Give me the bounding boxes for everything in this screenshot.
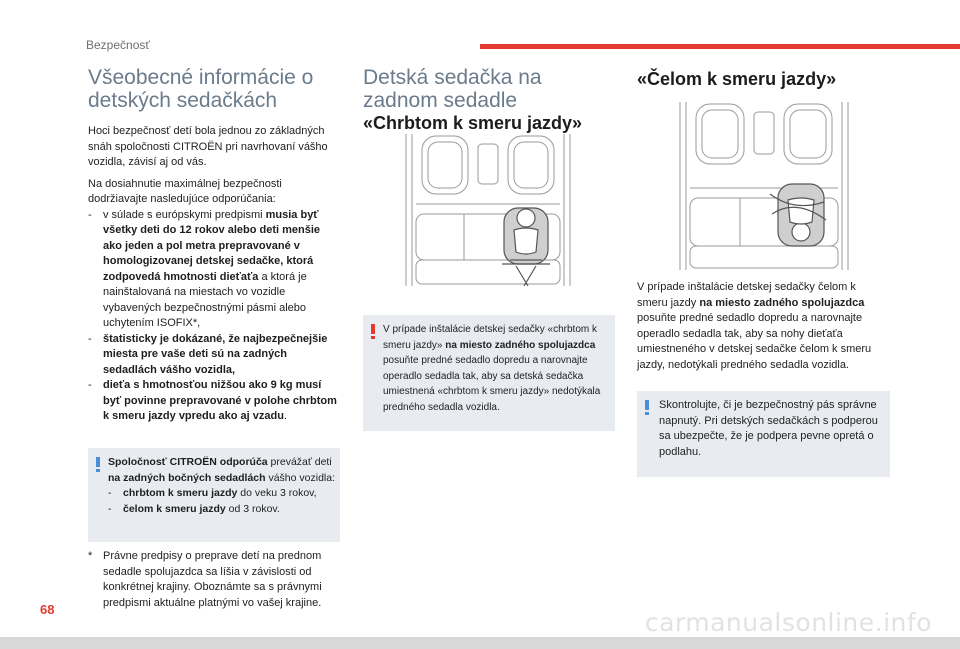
rear-seat-title-line1: Detská sedačka na bbox=[363, 66, 542, 89]
rear-facing-subtitle: «Chrbtom k smeru jazdy» bbox=[363, 113, 583, 133]
list-item bbox=[88, 378, 340, 425]
list-item bbox=[108, 486, 336, 502]
general-info-title bbox=[88, 66, 340, 112]
warning-text-part: V prípade inštalácie detskej sedačky «chrbtom k smeru jazdy» bbox=[383, 324, 597, 351]
note-text bbox=[108, 455, 336, 517]
list-item-text: v súlade s európskymi predpismi bbox=[103, 208, 266, 221]
intro-paragraph: Hoci bezpečnosť detí bola jednou zo základných snáh spoločnosti CITROËN pri navrhovaní vášho vozidla, závisí aj od vás. bbox=[88, 125, 328, 168]
child-seat-rear-facing-icon bbox=[502, 208, 550, 286]
list-item-text: od 3 rokov. bbox=[225, 502, 280, 515]
note-list bbox=[108, 486, 336, 517]
note-text-part: prevážať deti bbox=[267, 456, 332, 468]
rear-seat-title-line2: zadnom sedadle bbox=[363, 89, 518, 112]
list-dash: - bbox=[108, 487, 112, 499]
forward-facing-paragraph bbox=[637, 280, 889, 373]
list-item-bold: štatisticky je dokázané, že najbezpečnejšie miesta pre vaše deti sú na zadných sedadlách vášho vozidla, bbox=[103, 332, 328, 376]
column-rear-facing bbox=[363, 66, 619, 134]
list-dash: - bbox=[88, 379, 92, 391]
list-item-text: a ktorá je nainštalovaná na miestach vo vozidle vybavených bezpečnostnými pásmi alebo uchytením ISOFIX*, bbox=[103, 270, 307, 329]
list-item-bold: musia byť všetky deti do 12 rokov alebo deti menšie ako jeden a pol metra prepravované v homologizovanej detskej sedačke, ktorá zodpovedá hmotnosti dieťaťa bbox=[103, 208, 321, 283]
rear-facing-seat-illustration bbox=[398, 134, 578, 286]
recommendation-note bbox=[88, 448, 340, 542]
list-dash: - bbox=[88, 332, 92, 345]
header-accent-bar bbox=[480, 44, 960, 49]
list-item-bold: čelom k smeru jazdy bbox=[123, 502, 226, 515]
note-bold: Spoločnosť CITROËN odporúča bbox=[108, 456, 268, 468]
list-item bbox=[108, 502, 336, 518]
footer-watermark: carmanualsonline.info bbox=[644, 608, 932, 637]
child-seat-forward-facing-icon bbox=[770, 184, 826, 246]
list-dash: - bbox=[108, 502, 112, 515]
recommendations-list bbox=[88, 208, 340, 425]
info-icon bbox=[645, 400, 649, 414]
warning-text-part: posuňte predné sedadlo dopredu a narovnajte operadlo sedadla tak, aby sa detská sedačka umiestnená «chrbtom k smeru jazdy» nedotýkala predného sedadla vozidla. bbox=[383, 355, 601, 413]
paragraph-bold: na miesto zadného spolujazdca bbox=[699, 296, 865, 309]
footnote bbox=[88, 549, 340, 611]
list-item-bold: chrbtom k smeru jazdy bbox=[123, 487, 238, 499]
belt-check-text: Skontrolujte, či je bezpečnostný pás správne napnutý. Pri detských sedačkách s podperou sa ubezpečte, že je podpera pevne opretá o podlahu. bbox=[659, 399, 878, 458]
rear-facing-warning-note bbox=[363, 315, 615, 431]
general-info-title-line1: Všeobecné informácie o bbox=[88, 66, 314, 89]
recommendations-intro: Na dosiahnutie maximálnej bezpečnosti dodržiavajte nasledujúce odporúčania: bbox=[88, 177, 282, 205]
list-item bbox=[88, 332, 340, 379]
belt-check-note bbox=[637, 391, 890, 477]
paragraph-text: V prípade inštalácie detskej sedačky čelom k smeru jazdy bbox=[637, 281, 856, 309]
footer-bar bbox=[0, 637, 960, 649]
column-general-info bbox=[88, 66, 340, 425]
info-icon bbox=[96, 457, 100, 471]
note-text-part: vášho vozidla: bbox=[265, 471, 336, 484]
list-item bbox=[88, 208, 340, 332]
list-item-text: do veku 3 rokov, bbox=[237, 487, 317, 499]
note-bold: na zadných bočných sedadlách bbox=[108, 471, 266, 484]
warning-text bbox=[383, 322, 611, 415]
footnote-text: Právne predpisy o preprave detí na prednom sedadle spolujazdca sa líšia v závislosti od konkrétnej krajiny. Oboznámte sa s právnymi predpismi aktuálne platnými vo vašej krajine. bbox=[103, 550, 322, 609]
forward-facing-seat-illustration bbox=[674, 102, 854, 270]
list-dash: - bbox=[88, 208, 92, 221]
column-forward-facing bbox=[637, 280, 889, 379]
list-item-text: . bbox=[283, 410, 288, 422]
list-item-bold: dieťa s hmotnosťou nižšou ako 9 kg musí byť povinne prepravované v polohe chrbtom k smeru jazdy vpredu ako aj vzadu bbox=[103, 379, 337, 422]
footnote-mark: * bbox=[88, 550, 93, 562]
paragraph-text: posuňte predné sedadlo dopredu a narovnajte operadlo sedadla tak, aby sa nohy dieťaťa umiestneného v detskej sedačke čelom k smeru jazdy, nedotýkali predného sedadla vozidla. bbox=[637, 312, 872, 371]
forward-facing-title: «Čelom k smeru jazdy» bbox=[637, 69, 837, 89]
warning-bold: na miesto zadného spolujazdca bbox=[445, 339, 596, 351]
page-number: 68 bbox=[40, 602, 55, 617]
warning-icon bbox=[371, 324, 375, 338]
general-info-title-line2: detských sedačkách bbox=[88, 89, 278, 112]
rear-seat-title bbox=[363, 66, 619, 112]
section-label: Bezpečnosť bbox=[86, 38, 150, 52]
